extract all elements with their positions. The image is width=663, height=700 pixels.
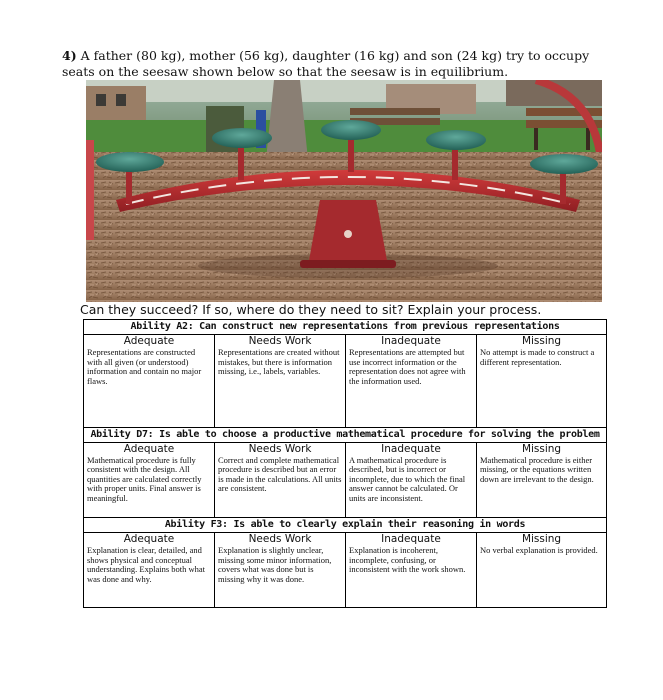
criteria-inadequate: Representations are attempted but use incorrect information or the representation does not agree with the information used. [346,347,477,427]
criteria-adequate: Explanation is clear, detailed, and shows physical and conceptual understanding. Explains both what was done and why. [84,545,215,607]
level-header-row [84,533,607,546]
ability-row [84,518,607,533]
problem-number: 4) [62,48,77,63]
criteria-row [84,455,607,518]
criteria-needs-work: Correct and complete mathematical procedure is described but an error is made in the calculations. All units are consistent. [215,455,346,518]
problem-statement [62,48,622,80]
ability-row [84,320,607,335]
criteria-missing: No attempt is made to construct a different representation. [477,347,607,427]
ability-row [84,427,607,442]
level-needs-work: Needs Work [215,533,346,546]
level-adequate: Adequate [84,533,215,546]
level-missing: Missing [477,335,607,348]
level-needs-work: Needs Work [215,442,346,455]
criteria-needs-work: Explanation is slightly unclear, missing some minor information, covers what was done but is missing why it was done. [215,545,346,607]
problem-text: A father (80 kg), mother (56 kg), daughter (16 kg) and son (24 kg) try to occupy seats on the seesaw shown below so that the seesaw is in equilibrium. [62,48,590,79]
level-missing: Missing [477,533,607,546]
question-text: Can they succeed? If so, where do they need to sit? Explain your process. [80,302,542,317]
criteria-row [84,545,607,607]
criteria-adequate: Mathematical procedure is fully consistent with the design. All quantities are calculated correctly with proper units. Final answer is meaningful. [84,455,215,518]
criteria-inadequate: A mathematical procedure is described, but is incorrect or incomplete, due to which the final answer cannot be calculated. Or units are inconsistent. [346,455,477,518]
seesaw-photo [86,80,602,302]
criteria-needs-work: Representations are created without mistakes, but there is information missing, i.e., labels, variables. [215,347,346,427]
ability-title: Ability A2: Can construct new representations from previous representations [84,320,607,335]
criteria-missing: Mathematical procedure is either missing, or the equations written down are irrelevant to the design. [477,455,607,518]
criteria-missing: No verbal explanation is provided. [477,545,607,607]
level-inadequate: Inadequate [346,533,477,546]
level-adequate: Adequate [84,335,215,348]
ability-title: Ability F3: Is able to clearly explain their reasoning in words [84,518,607,533]
level-missing: Missing [477,442,607,455]
ability-title: Ability D7: Is able to choose a productive mathematical procedure for solving the problem [84,427,607,442]
criteria-adequate: Representations are constructed with all given (or understood) information and contain no major flaws. [84,347,215,427]
criteria-row [84,347,607,427]
level-header-row [84,335,607,348]
level-needs-work: Needs Work [215,335,346,348]
level-inadequate: Inadequate [346,335,477,348]
level-header-row [84,442,607,455]
rubric-table [83,319,607,608]
level-adequate: Adequate [84,442,215,455]
level-inadequate: Inadequate [346,442,477,455]
criteria-inadequate: Explanation is incoherent, incomplete, confusing, or inconsistent with the work shown. [346,545,477,607]
